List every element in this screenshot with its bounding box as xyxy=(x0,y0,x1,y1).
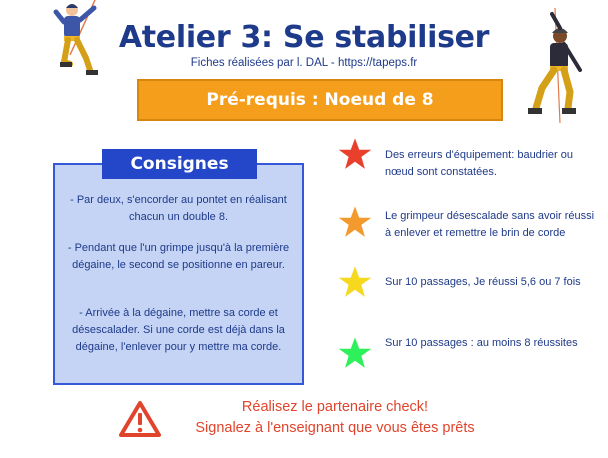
prerequisite-banner: Pré-requis : Noeud de 8 xyxy=(137,79,503,121)
green-star-icon xyxy=(338,336,372,370)
criterion-orange-text: Le grimpeur désescalade sans avoir réussi à enlever et remettre le brin de corde xyxy=(385,210,595,239)
criterion-yellow-text: Sur 10 passages, Je réussi 5,6 ou 7 fois xyxy=(385,276,581,288)
consigne-item-2: - Pendant que l'un grimpe jusqu'à la première dégaine, le second se positionne en pareur. xyxy=(67,242,290,271)
page-title: Atelier 3: Se stabiliser xyxy=(118,20,490,55)
consignes-heading: Consignes xyxy=(102,149,257,179)
yellow-star-icon xyxy=(338,265,372,299)
consigne-item-1: - Par deux, s'encorder au pontet en réalisant chacun un double 8. xyxy=(70,194,287,223)
warning-line-1: Réalisez le partenaire check! xyxy=(241,399,429,415)
page-subtitle: Fiches réalisées par l. DAL - https://tapeps.fr xyxy=(190,57,418,69)
red-star-icon xyxy=(338,137,372,171)
warning-line-2: Signalez à l'enseignant que vous êtes prêts xyxy=(195,420,475,436)
criterion-green-text: Sur 10 passages : au moins 8 réussites xyxy=(385,337,578,349)
warning-icon xyxy=(118,400,162,438)
orange-star-icon xyxy=(338,205,372,239)
criterion-red-text: Des erreurs d'équipement: baudrier ou nœud sont constatées. xyxy=(385,149,573,178)
consigne-item-3: - Arrivée à la dégaine, mettre sa corde et désescalader. Si une corde est déjà dans la dégaine, l'enlever pour y mettre ma corde. xyxy=(72,307,285,353)
